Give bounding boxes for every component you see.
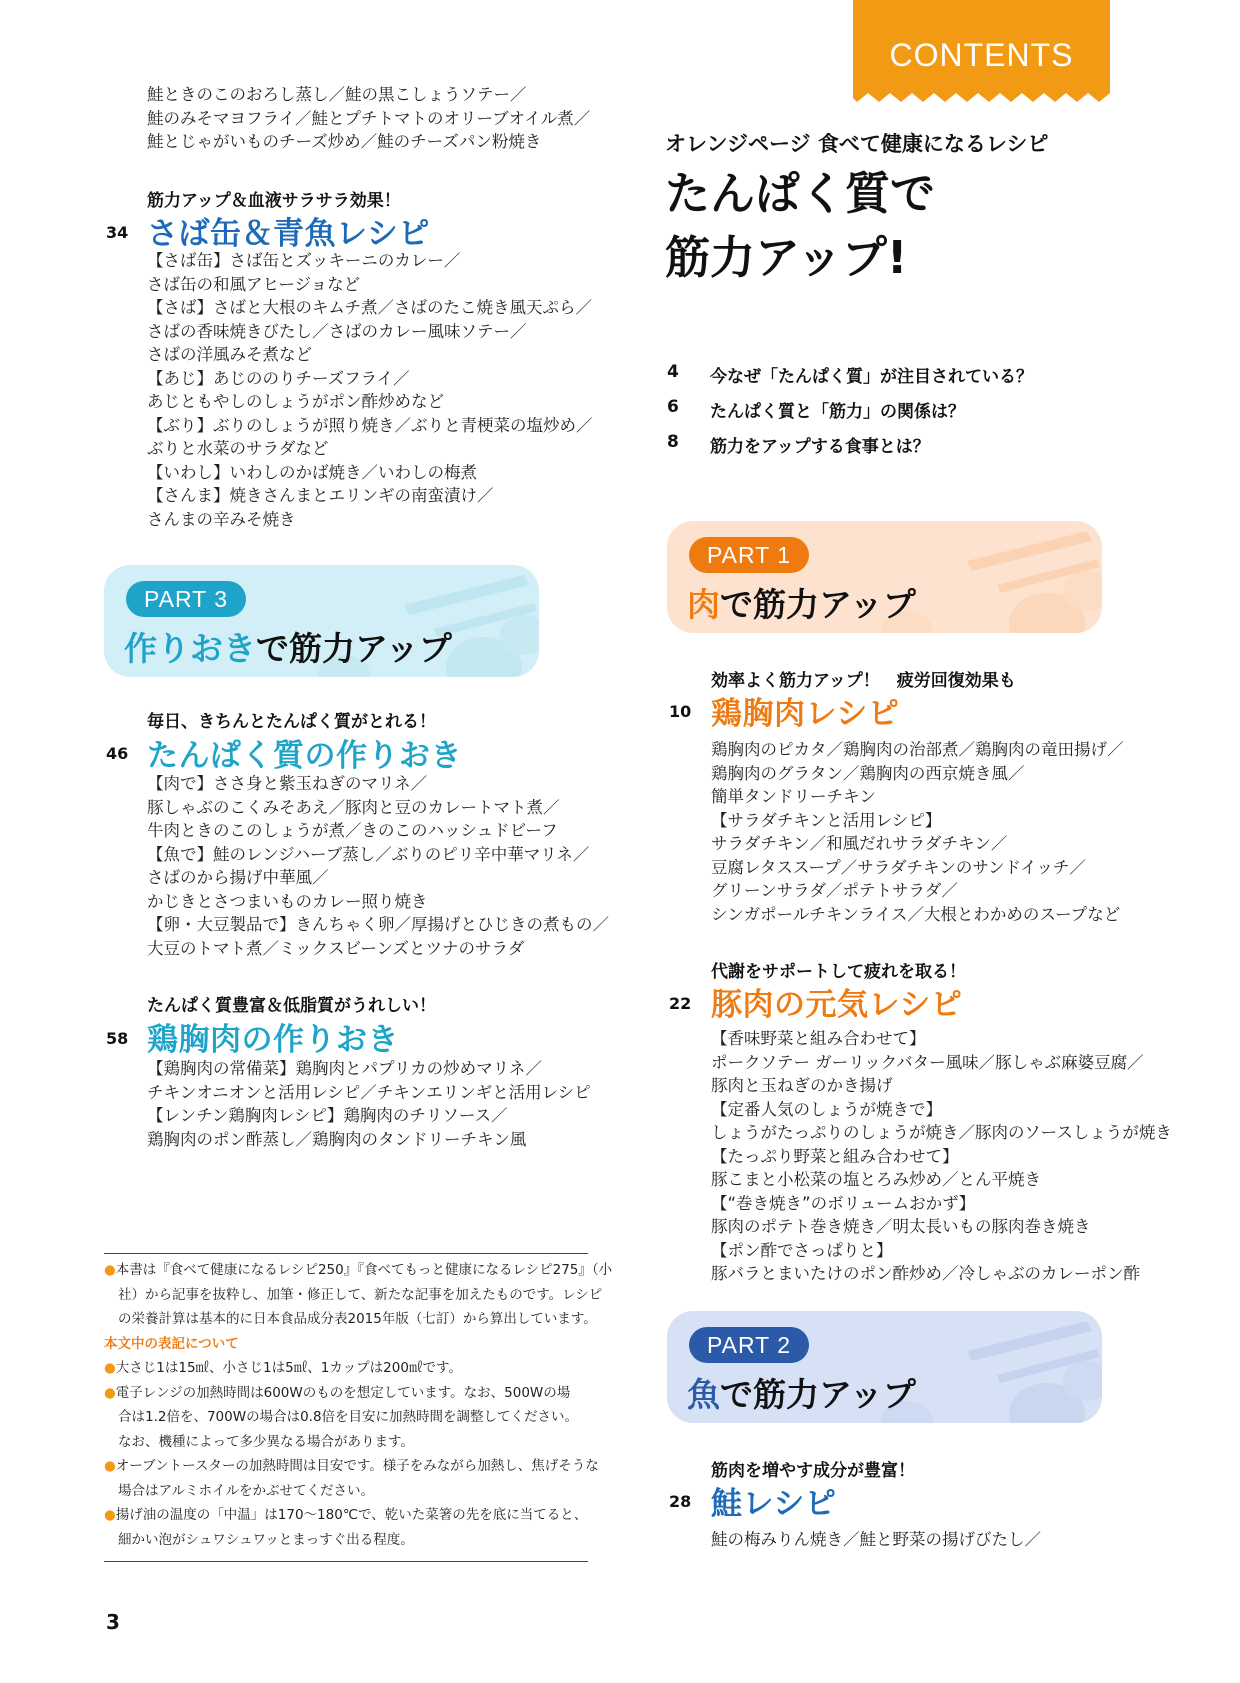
recipe-line: しょうがたっぷりのしょうが焼き／豚肉のソースしょうが焼き <box>711 1123 1172 1142</box>
part1-title-rest: で筋力アップ <box>720 585 916 624</box>
note-line: なお、機種によって多少異なる場合があります。 <box>118 1433 414 1450</box>
part2-title-accent: 魚 <box>687 1375 720 1414</box>
notes-top-rule <box>104 1253 588 1254</box>
recipe-line: 豚肉と玉ねぎのかき揚げ <box>711 1076 893 1095</box>
book-title-line2: 筋力アップ! <box>665 231 908 284</box>
saba-section-title[interactable]: さば缶＆青魚レシピ <box>147 216 430 252</box>
recipe-line: 豆腐レタススープ／サラダチキンのサンドイッチ／ <box>711 857 1086 877</box>
stock1-section-title[interactable]: たんぱく質の作りおき <box>147 738 462 774</box>
intro-page-number: 6 <box>667 397 679 417</box>
bullet-dot-icon: ● <box>104 1360 116 1376</box>
salmon-recipe-list <box>711 1528 1041 1552</box>
part1-banner <box>667 521 1102 633</box>
bullet-dot-icon: ● <box>104 1507 116 1523</box>
part3-title <box>124 623 452 670</box>
recipe-line: シンガポールチキンライス／大根とわかめのスープなど <box>711 904 1121 924</box>
recipe-line: あじともやしのしょうがポン酢炒めなど <box>147 392 444 411</box>
recipe-line: 【肉で】ささ身と紫玉ねぎのマリネ／ <box>147 774 428 793</box>
recipe-line: サラダチキン／和風だれサラダチキン／ <box>711 834 1008 853</box>
salmon-section-title[interactable]: 鮭レシピ <box>711 1486 837 1522</box>
recipe-line: さばの香味焼きびたし／さばのカレー風味ソテー／ <box>147 321 527 341</box>
recipe-line: 【魚で】鮭のレンジハーブ蒸し／ぶりのピリ辛中華マリネ／ <box>147 844 590 864</box>
book-title-line1: たんぱく質で <box>665 167 936 220</box>
contents-tab: CONTENTS <box>853 0 1110 93</box>
recipe-line: 【サラダチキンと活用レシピ】 <box>711 810 942 830</box>
part1-title <box>687 579 916 626</box>
recipe-line: 【卵・大豆製品で】きんちゃく卵／厚揚げとひじきの煮もの／ <box>147 915 609 934</box>
saba-page-number: 34 <box>106 223 129 242</box>
stock2-recipe-list <box>147 1057 591 1151</box>
part2-tag: PART 2 <box>689 1327 809 1363</box>
recipe-line: 大豆のトマト煮／ミックスビーンズとツナのサラダ <box>147 938 525 958</box>
note-line: ●オーブントースターの加熱時間は目安です。様子をみながら加熱し、焦げそうな <box>104 1458 599 1474</box>
notes-bottom-rule <box>104 1561 588 1562</box>
recipe-line: 鮭とじゃがいものチーズ炒め／鮭のチーズパン粉焼き <box>147 132 542 151</box>
intro-page-number: 8 <box>667 432 679 452</box>
salmon-page-number: 28 <box>669 1492 692 1511</box>
saba-recipe-list <box>147 249 593 531</box>
recipe-line: 鮭の梅みりん焼き／鮭と野菜の揚げびたし／ <box>711 1530 1041 1549</box>
chicken-section-title[interactable]: 鶏胸肉レシピ <box>711 696 900 732</box>
chicken-page-number: 10 <box>669 702 692 721</box>
recipe-line: 【あじ】あじののりチーズフライ／ <box>147 368 410 388</box>
recipe-line: グリーンサラダ／ポテトサラダ／ <box>711 881 958 900</box>
recipe-line: さば缶の和風アヒージョなど <box>147 274 361 294</box>
note-line: ●本書は『食べて健康になるレシピ250』『食べてもっと健康になるレシピ275』（小 <box>104 1262 613 1278</box>
stock2-catchphrase: たんぱく質豊富＆低脂質がうれしい！ <box>147 996 436 1016</box>
pork-section-title[interactable]: 豚肉の元気レシピ <box>711 987 963 1023</box>
recipe-line: 【さんま】焼きさんまとエリンギの南蛮漬け／ <box>147 486 494 505</box>
notes-heading: 本文中の表記について <box>104 1335 239 1352</box>
recipe-line: 【香味野菜と組み合わせて】 <box>711 1029 926 1048</box>
recipe-line: かじきとさつまいものカレー照り焼き <box>147 891 428 911</box>
note-line: の栄養計算は基本的に日本食品成分表2015年版（七訂）から算出しています。 <box>118 1311 597 1327</box>
recipe-line: 牛肉ときのこのしょうが煮／きのこのハッシュドビーフ <box>147 821 558 840</box>
recipe-line: 【さば缶】さば缶とズッキーニのカレー／ <box>147 251 461 270</box>
part2-banner <box>667 1311 1102 1423</box>
part2-title-rest: で筋力アップ <box>720 1375 916 1414</box>
part3-tag: PART 3 <box>126 581 246 617</box>
recipe-line: 【定番人気のしょうが焼きで】 <box>711 1099 942 1119</box>
recipe-line: 豚しゃぶのこくみそあえ／豚肉と豆のカレートマト煮／ <box>147 797 560 817</box>
notes-box <box>104 1258 612 1552</box>
tab-zigzag-edge <box>853 84 1110 104</box>
salmon-recipe-list-continued <box>147 83 590 154</box>
recipe-line: さばのから揚げ中華風／ <box>147 868 329 887</box>
part1-title-accent: 肉 <box>687 585 720 624</box>
page-number: 3 <box>106 1610 120 1634</box>
recipe-line: 鶏胸肉のポン酢蒸し／鶏胸肉のタンドリーチキン風 <box>147 1129 527 1149</box>
recipe-line: 【“巻き焼き”のボリュームおかず】 <box>711 1193 976 1213</box>
note-line: 場合はアルミホイルをかぶせてください。 <box>118 1482 374 1499</box>
recipe-line: 豚こまと小松菜の塩とろみ炒め／とん平焼き <box>711 1170 1041 1189</box>
part3-title-accent: 作りおき <box>124 629 256 668</box>
recipe-line: 【たっぷり野菜と組み合わせて】 <box>711 1146 959 1166</box>
stock2-section-title[interactable]: 鶏胸肉の作りおき <box>147 1022 399 1058</box>
chicken-recipe-list <box>711 738 1124 926</box>
intro-item-text: たんぱく質と「筋力」の関係は？ <box>710 402 965 422</box>
recipe-line: ポークソテー ガーリックバター風味／豚しゃぶ麻婆豆腐／ <box>711 1052 1144 1072</box>
intro-item-text: 今なぜ「たんぱく質」が注目されている？ <box>710 367 1033 387</box>
recipe-line: 豚バラとまいたけのポン酢炒め／冷しゃぶのカレーポン酢 <box>711 1264 1140 1283</box>
note-line: 社）から記事を抜粋し、加筆・修正して、新たな記事を加えたものです。レシピ <box>118 1286 603 1303</box>
recipe-line: 簡単タンドリーチキン <box>711 787 876 806</box>
note-line: 合は1.2倍を、700Wの場合は0.8倍を目安に加熱時間を調整してください。 <box>118 1409 579 1425</box>
pork-recipe-list <box>711 1027 1172 1286</box>
note-line: 細かい泡がシュワシュワッとまっすぐ出る程度。 <box>118 1531 414 1548</box>
recipe-line: 【さば】さばと大根のキムチ煮／さばのたこ焼き風天ぷら／ <box>147 298 593 317</box>
part3-banner <box>104 565 539 677</box>
recipe-line: 【レンチン鶏胸肉レシピ】鶏胸肉のチリソース／ <box>147 1106 508 1125</box>
part1-tag: PART 1 <box>689 537 809 573</box>
recipe-line: チキンオニオンと活用レシピ／チキンエリンギと活用レシピ <box>147 1082 591 1102</box>
bullet-dot-icon: ● <box>104 1384 116 1401</box>
recipe-line: 鶏胸肉のピカタ／鶏胸肉の治部煮／鶏胸肉の竜田揚げ／ <box>711 740 1124 759</box>
recipe-line: さばの洋風みそ煮など <box>147 345 312 364</box>
bullet-dot-icon: ● <box>104 1262 116 1278</box>
pork-catchphrase: 代謝をサポートして疲れを取る！ <box>711 962 966 982</box>
stock2-page-number: 58 <box>106 1029 129 1048</box>
note-line: ●大さじ1は15㎖、小さじ1は5㎖、1カップは200㎖です。 <box>104 1360 462 1376</box>
recipe-line: さんまの辛みそ焼き <box>147 509 296 529</box>
part2-title <box>687 1369 916 1416</box>
book-series-eyebrow: オレンジページ 食べて健康になるレシピ <box>665 132 1049 156</box>
recipe-line: 鮭のみそマヨフライ／鮭とプチトマトのオリーブオイル煮／ <box>147 108 591 128</box>
recipe-line: 鶏胸肉のグラタン／鶏胸肉の西京焼き風／ <box>711 763 1025 783</box>
stock1-recipe-list <box>147 772 609 960</box>
bullet-dot-icon: ● <box>104 1458 116 1474</box>
salmon-catchphrase: 筋肉を増やす成分が豊富！ <box>711 1461 915 1481</box>
intro-page-number: 4 <box>667 362 679 382</box>
note-line: ●電子レンジの加熱時間は600Wのものを想定しています。なお、500Wの場 <box>104 1384 571 1401</box>
recipe-line: 【鶏胸肉の常備菜】鶏胸肉とパプリカの炒めマリネ／ <box>147 1059 542 1078</box>
stock1-page-number: 46 <box>106 744 129 763</box>
recipe-line: 鮭ときのこのおろし蒸し／鮭の黒こしょうソテー／ <box>147 85 527 104</box>
note-line: ●揚げ油の温度の「中温」は170～180℃で、乾いた菜箸の先を底に当てると、 <box>104 1507 588 1523</box>
chicken-catchphrase: 効率よく筋力アップ！ 疲労回復効果も <box>711 671 1016 691</box>
saba-catchphrase: 筋力アップ＆血液サラサラ効果！ <box>147 191 401 211</box>
recipe-line: ぶりと水菜のサラダなど <box>147 439 329 458</box>
stock1-catchphrase: 毎日、きちんとたんぱく質がとれる！ <box>147 712 436 732</box>
recipe-line: 豚肉のポテト巻き焼き／明太長いもの豚肉巻き焼き <box>711 1217 1091 1236</box>
pork-page-number: 22 <box>669 994 692 1013</box>
recipe-line: 【いわし】いわしのかば焼き／いわしの梅煮 <box>147 462 477 482</box>
recipe-line: 【ぶり】ぶりのしょうが照り焼き／ぶりと青梗菜の塩炒め／ <box>147 415 593 435</box>
part3-title-rest: で筋力アップ <box>256 629 452 668</box>
recipe-line: 【ポン酢でさっぱりと】 <box>711 1240 893 1260</box>
intro-item-text: 筋力をアップする食事とは？ <box>710 437 930 457</box>
